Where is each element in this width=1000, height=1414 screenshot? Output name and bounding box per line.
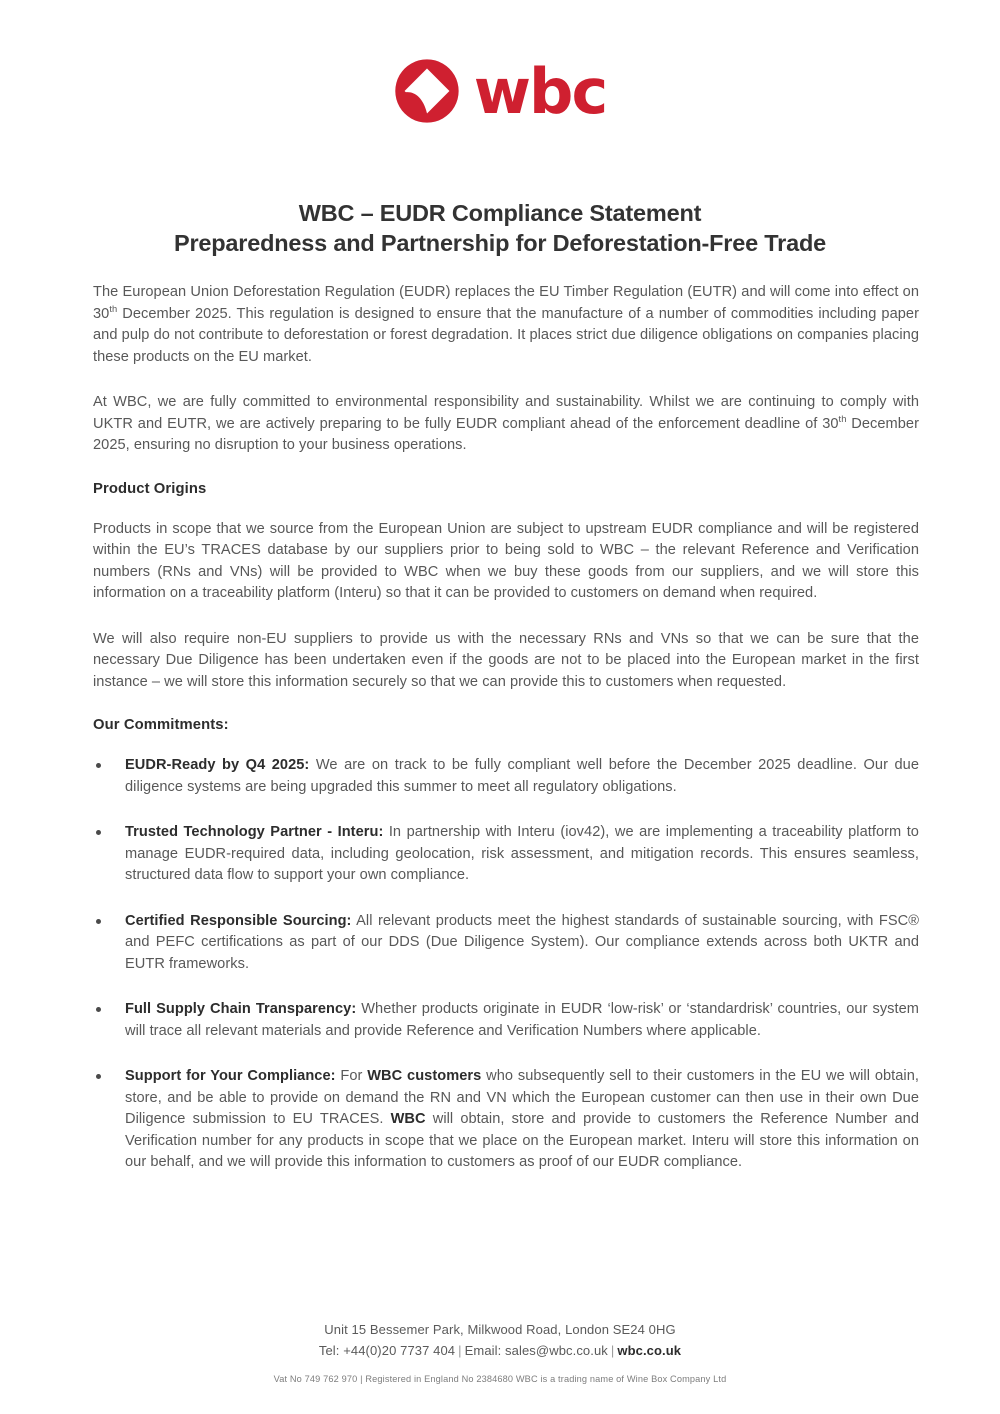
list-item-text: In partnership with Interu (iov42), we are implementing a traceability platform to manage EUDR-required data, including geolocation, risk assessment, and mitigation records. This ensures seamless, structured data flow to support your own compliance. <box>125 824 919 883</box>
list-item-lead: Certified Responsible Sourcing: <box>125 912 352 929</box>
paragraph-commitment <box>93 392 919 457</box>
paragraph-intro-part2: December 2025. This regulation is designed to ensure that the manufacture of a number of commodities including paper and pulp do not contribute to deforestation or forest degradation. It places strict due diligence obligations on companies placing these products on the EU market. <box>93 305 919 365</box>
list-item <box>93 1066 919 1174</box>
brand-logo <box>0 55 1000 128</box>
paragraph-commitment-part1: At WBC, we are fully committed to environmental responsibility and sustainability. Whilst we are continuing to comply with UKTR and EUTR, we are actively preparing to be fully EUDR compliant ahead of the enforcement deadline of 30 <box>93 394 919 432</box>
footer-website[interactable]: wbc.co.uk <box>617 1343 682 1358</box>
list-item <box>93 822 919 887</box>
ordinal-suffix: th <box>109 303 118 314</box>
bullet-icon <box>96 830 101 835</box>
paragraph-intro-part1: The European Union Deforestation Regulation (EUDR) replaces the EU Timber Regulation (EUTR) and will come into effect on 30 <box>93 284 919 322</box>
bullet-icon <box>96 1074 101 1079</box>
footer-address: Unit 15 Bessemer Park, Milkwood Road, London SE24 0HG <box>324 1322 676 1337</box>
footer-contact <box>0 1340 1000 1361</box>
list-item-emphasis-wbc-customers: WBC customers <box>367 1068 482 1084</box>
title-line-2: Preparedness and Partnership for Deforestation-Free Trade <box>173 230 827 256</box>
footer-legal: Vat No 749 762 970 | Registered in England No 2384680 WBC is a trading name of Wine Box Company Ltd <box>273 1374 727 1384</box>
list-item-text-3: will obtain, store and provide to customers the Reference Number and Verification number for any products in scope that we place on the European market. Interu will store this information on our behalf, and we will provide this information to customers as proof of our EUDR compliance. <box>125 1111 919 1170</box>
list-item-lead: EUDR-Ready by Q4 2025: <box>125 757 310 773</box>
list-item-text: For <box>335 1068 368 1084</box>
ordinal-suffix: th <box>838 413 847 424</box>
footer-divider: | <box>458 1343 462 1358</box>
list-item-text: All relevant products meet the highest standards of sustainable sourcing, with FSC® and PEFC certifications as part of our DDS (Due Diligence System). Our compliance extends across both UKTR and EUTR frameworks. <box>125 912 919 972</box>
list-item-emphasis-wbc: WBC <box>390 1111 426 1127</box>
list-item-text: Whether products originate in EUDR ‘low-risk’ or ‘standardrisk’ countries, our system will trace all relevant materials and provide Reference and Verification Numbers where applicable. <box>125 1001 920 1039</box>
section-heading-product-origins: Product Origins <box>93 480 207 497</box>
title-line-1: WBC – EUDR Compliance Statement <box>298 200 702 226</box>
document-body <box>93 282 919 1198</box>
paragraph-product-origins-noneu: We will also require non-EU suppliers to provide us with the necessary RNs and VNs so that we can be sure that the necessary Due Diligence has been undertaken even if the goods are not to be placed into the European market in the first instance – we will store this information securely so that we can provide this to customers when requested. <box>93 630 919 690</box>
footer-email[interactable]: Email: sales@wbc.co.uk <box>464 1343 608 1358</box>
paragraph-intro <box>93 282 919 368</box>
page-footer <box>0 1319 1000 1386</box>
list-item-lead: Support for Your Compliance: <box>125 1068 336 1084</box>
list-item-lead: Full Supply Chain Transparency: <box>125 1001 357 1017</box>
bullet-icon <box>96 919 101 924</box>
list-item <box>93 755 919 798</box>
bullet-icon <box>96 1007 101 1012</box>
list-item <box>93 999 919 1042</box>
section-heading-our-commitments: Our Commitments: <box>93 717 229 733</box>
list-item <box>93 911 919 976</box>
list-item-text: We are on track to be fully compliant well before the December 2025 deadline. Our due diligence systems are being upgraded this summer to meet all regulatory obligations. <box>125 757 919 795</box>
footer-telephone: Tel: +44(0)20 7737 404 <box>318 1343 456 1358</box>
commitments-list <box>93 755 919 1174</box>
bullet-icon <box>96 763 101 768</box>
paragraph-commitment-part2: December 2025, ensuring no disruption to your business operations. <box>93 415 920 453</box>
wordmark: wbc <box>473 55 607 128</box>
list-item-text-2: who subsequently sell to their customers in the EU we will obtain, store, and be able to provide on demand the RN and VN which the European customer can then use in their own Due Diligence submission to EU TRACES. <box>125 1068 919 1127</box>
wbc-diamond-logo-icon <box>394 58 460 124</box>
footer-divider: | <box>610 1343 615 1358</box>
list-item-lead: Trusted Technology Partner - Interu: <box>125 824 384 840</box>
page-title <box>0 198 1000 258</box>
paragraph-product-origins-eu: Products in scope that we source from the European Union are subject to upstream EUDR compliance and will be registered within the EU’s TRACES database by our suppliers prior to being sold to WBC – the relevant Reference and Verification numbers (RNs and VNs) will be provided to WBC when we buy these goods from our suppliers, and we will store this information on a traceability platform (Interu) so that it can be provided to customers on demand when required. <box>93 520 919 601</box>
